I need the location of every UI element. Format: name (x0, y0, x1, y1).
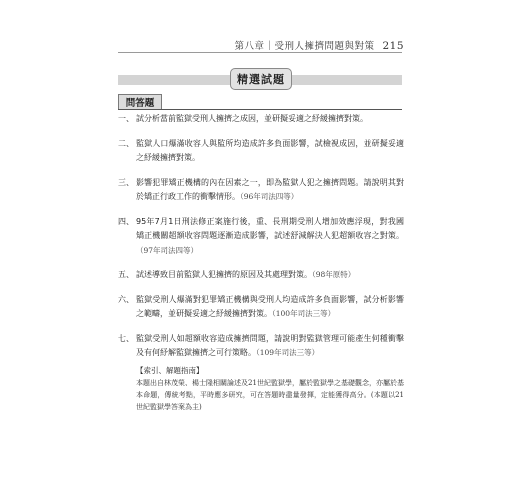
question-number: 七、 (118, 333, 134, 343)
question-source: （109年司法三等） (256, 348, 320, 357)
question-number: 二、 (118, 138, 134, 148)
question-number: 一、 (118, 114, 134, 123)
question-number: 五、 (118, 270, 134, 279)
guide-heading: 【索引、解題指南】 (136, 365, 204, 375)
section-title: 精選試題 (230, 68, 292, 90)
question-text: 95年7月1日刑法修正案施行後，重、長刑期受刑人增加效應浮現，對我國矯正機關超額收容問題逐漸造成影響，試述舒減解決人犯超額收容之對策。 (136, 216, 404, 240)
question-text: 監獄受刑人如超額收容造成擁擠問題，請說明對監獄管理可能產生何種衝擊及有何紓解監獄擁擠之可行策略。 (136, 333, 404, 357)
answer-guide (136, 365, 404, 413)
question-text: 試分析當前監獄受刑人擁擠之成因，並研擬妥適之紓緩擁擠對策。 (136, 114, 368, 123)
question-text: 監獄人口爆滿收容人與監所均造成許多負面影響，試檢視成因，並研擬妥適之紓緩擁擠對策。 (136, 138, 404, 162)
chapter-title: 第八章｜受刑人擁擠問題與對策 (234, 41, 375, 52)
question-item (118, 293, 404, 322)
running-header (234, 38, 404, 52)
question-list (118, 112, 404, 413)
question-source: （96年司法四等） (240, 192, 299, 201)
question-source: （97年司法四等） (136, 245, 199, 255)
question-item (118, 215, 404, 259)
question-number: 三、 (118, 177, 134, 187)
question-source: （100年司法三等） (272, 309, 336, 318)
question-text: 試述導致目前監獄人犯擁擠的原因及其處理對策。 (136, 270, 312, 279)
section-rule (118, 109, 402, 110)
question-number: 六、 (118, 294, 134, 304)
question-number: 四、 (118, 216, 134, 226)
question-item (118, 112, 404, 127)
question-type-tab: 問答題 (118, 94, 162, 110)
guide-body: 本題出自林茂榮、楊士隆相關論述及21世紀監獄學，屬於監獄學之基礎觀念，亦屬於基本命題，傳統考點，平時應多研究，可在答題時盡量發揮，定能獲得高分。(本題以21世紀監獄學答案為主) (136, 378, 404, 411)
question-item (118, 268, 404, 283)
question-text: 影響犯罪矯正機構的內在因素之一，即為監獄人犯之擁擠問題。請說明其對於矯正行政工作的衝擊情形。 (136, 177, 404, 201)
question-source: （98年原特） (312, 270, 356, 279)
question-text: 監獄受刑人爆滿對犯罪矯正機構與受刑人均造成許多負面影響，試分析影響之範疇，並研擬妥適之紓緩擁擠對策。 (136, 294, 404, 318)
header-rule (118, 52, 402, 53)
question-item (118, 137, 404, 166)
page-number: 215 (382, 40, 404, 52)
question-item (118, 332, 404, 361)
question-item (118, 176, 404, 205)
